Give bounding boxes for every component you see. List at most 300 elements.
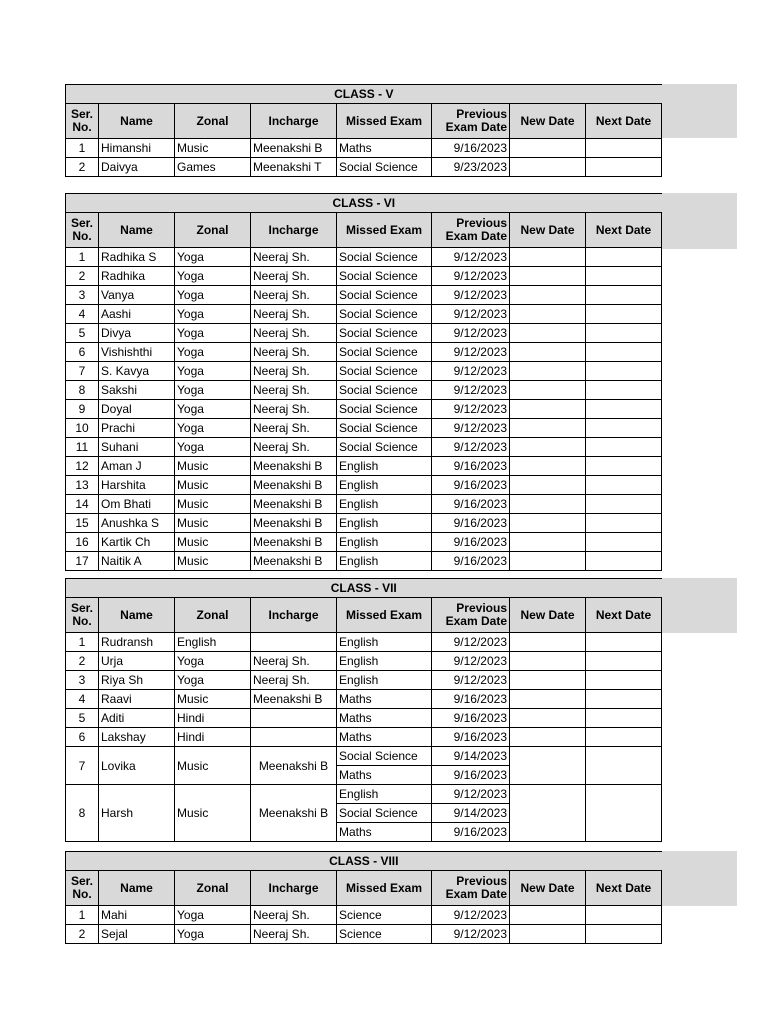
next-date-cell — [586, 552, 662, 571]
next-date-cell — [586, 690, 662, 709]
missed-exam-cell: Social Science — [337, 248, 432, 267]
new-date-cell — [510, 785, 586, 842]
ser-cell: 6 — [66, 343, 99, 362]
col-header-incharge: Incharge — [251, 871, 337, 906]
name-cell: Daivya — [99, 158, 175, 177]
missed-exam-cell: Maths — [337, 823, 432, 842]
name-cell: Sejal — [99, 925, 175, 944]
name-cell: Radhika — [99, 267, 175, 286]
name-cell: Prachi — [99, 419, 175, 438]
table-row — [66, 457, 662, 476]
col-header-incharge: Incharge — [251, 598, 337, 633]
col-header-next-date: Next Date — [586, 598, 662, 633]
next-date-cell — [586, 671, 662, 690]
new-date-cell — [510, 343, 586, 362]
new-date-cell — [510, 139, 586, 158]
zonal-cell: Music — [175, 139, 251, 158]
ser-cell: 3 — [66, 671, 99, 690]
next-date-cell — [586, 139, 662, 158]
incharge-cell: Meenakshi B — [251, 457, 337, 476]
missed-exam-cell: English — [337, 476, 432, 495]
table-title-row — [66, 579, 662, 598]
zonal-cell: Yoga — [175, 324, 251, 343]
previous-date-cell: 9/23/2023 — [432, 158, 510, 177]
table-row — [66, 652, 662, 671]
incharge-cell: Neeraj Sh. — [251, 419, 337, 438]
class-vi-table — [65, 193, 662, 571]
previous-date-cell: 9/12/2023 — [432, 652, 510, 671]
col-header-previous-exam-date: Previous Exam Date — [432, 598, 510, 633]
column-header-row — [66, 871, 662, 906]
new-date-cell — [510, 267, 586, 286]
next-date-cell — [586, 533, 662, 552]
ser-cell: 5 — [66, 709, 99, 728]
ser-cell: 12 — [66, 457, 99, 476]
next-date-cell — [586, 633, 662, 652]
incharge-cell — [251, 633, 337, 652]
missed-exam-cell: Maths — [337, 690, 432, 709]
col-header-previous-exam-date: Previous Exam Date — [432, 871, 510, 906]
ser-cell: 17 — [66, 552, 99, 571]
incharge-cell: Meenakshi B — [251, 747, 337, 785]
name-cell: Om Bhati — [99, 495, 175, 514]
zonal-cell: Yoga — [175, 400, 251, 419]
table-title-row — [66, 194, 662, 213]
incharge-cell: Neeraj Sh. — [251, 925, 337, 944]
previous-date-cell: 9/12/2023 — [432, 362, 510, 381]
name-cell: Raavi — [99, 690, 175, 709]
next-date-cell — [586, 906, 662, 925]
incharge-cell: Meenakshi T — [251, 158, 337, 177]
new-date-cell — [510, 381, 586, 400]
incharge-cell: Neeraj Sh. — [251, 671, 337, 690]
zonal-cell: Yoga — [175, 343, 251, 362]
incharge-cell: Neeraj Sh. — [251, 381, 337, 400]
incharge-cell — [251, 728, 337, 747]
incharge-cell: Meenakshi B — [251, 514, 337, 533]
incharge-cell: Meenakshi B — [251, 690, 337, 709]
table-row — [66, 362, 662, 381]
next-date-cell — [586, 362, 662, 381]
zonal-cell: Music — [175, 495, 251, 514]
missed-exam-cell: Social Science — [337, 747, 432, 766]
previous-date-cell: 9/12/2023 — [432, 785, 510, 804]
ser-cell: 15 — [66, 514, 99, 533]
header-extension — [661, 84, 737, 138]
table-row — [66, 671, 662, 690]
col-header-ser: Ser. No. — [66, 598, 99, 633]
previous-date-cell: 9/16/2023 — [432, 457, 510, 476]
previous-date-cell: 9/12/2023 — [432, 286, 510, 305]
col-header-name: Name — [99, 213, 175, 248]
name-cell: Lakshay — [99, 728, 175, 747]
new-date-cell — [510, 305, 586, 324]
zonal-cell: Music — [175, 785, 251, 842]
name-cell: Sakshi — [99, 381, 175, 400]
table-row — [66, 438, 662, 457]
col-header-missed-exam: Missed Exam — [337, 213, 432, 248]
class-viii-section — [65, 851, 662, 944]
incharge-cell: Neeraj Sh. — [251, 305, 337, 324]
incharge-cell: Neeraj Sh. — [251, 286, 337, 305]
zonal-cell: Yoga — [175, 438, 251, 457]
missed-exam-cell: English — [337, 633, 432, 652]
table-title-row — [66, 85, 662, 104]
name-cell: Urja — [99, 652, 175, 671]
ser-cell: 10 — [66, 419, 99, 438]
col-header-name: Name — [99, 598, 175, 633]
col-header-name: Name — [99, 871, 175, 906]
table-row — [66, 906, 662, 925]
zonal-cell: Yoga — [175, 906, 251, 925]
table-row — [66, 286, 662, 305]
col-header-next-date: Next Date — [586, 871, 662, 906]
name-cell: Himanshi — [99, 139, 175, 158]
col-header-new-date: New Date — [510, 104, 586, 139]
incharge-cell: Meenakshi B — [251, 476, 337, 495]
next-date-cell — [586, 419, 662, 438]
next-date-cell — [586, 709, 662, 728]
name-cell: Harsh — [99, 785, 175, 842]
table-row — [66, 533, 662, 552]
class-vi-section — [65, 193, 662, 571]
column-header-row — [66, 104, 662, 139]
incharge-cell: Neeraj Sh. — [251, 248, 337, 267]
next-date-cell — [586, 747, 662, 785]
next-date-cell — [586, 514, 662, 533]
zonal-cell: Hindi — [175, 728, 251, 747]
previous-date-cell: 9/16/2023 — [432, 476, 510, 495]
ser-cell: 5 — [66, 324, 99, 343]
next-date-cell — [586, 476, 662, 495]
table-row — [66, 552, 662, 571]
zonal-cell: Music — [175, 514, 251, 533]
previous-date-cell: 9/16/2023 — [432, 766, 510, 785]
incharge-cell: Meenakshi B — [251, 785, 337, 842]
name-cell: Aman J — [99, 457, 175, 476]
missed-exam-cell: Social Science — [337, 267, 432, 286]
zonal-cell: Yoga — [175, 286, 251, 305]
ser-cell: 16 — [66, 533, 99, 552]
previous-date-cell: 9/12/2023 — [432, 381, 510, 400]
missed-exam-cell: Social Science — [337, 381, 432, 400]
missed-exam-cell: Maths — [337, 728, 432, 747]
previous-date-cell: 9/12/2023 — [432, 438, 510, 457]
missed-exam-cell: English — [337, 533, 432, 552]
name-cell: Doyal — [99, 400, 175, 419]
new-date-cell — [510, 495, 586, 514]
missed-exam-cell: Science — [337, 925, 432, 944]
next-date-cell — [586, 457, 662, 476]
previous-date-cell: 9/16/2023 — [432, 533, 510, 552]
new-date-cell — [510, 671, 586, 690]
table-row — [66, 495, 662, 514]
missed-exam-cell: English — [337, 671, 432, 690]
new-date-cell — [510, 286, 586, 305]
col-header-missed-exam: Missed Exam — [337, 871, 432, 906]
col-header-zonal: Zonal — [175, 871, 251, 906]
table-row — [66, 419, 662, 438]
class-viii-table — [65, 851, 662, 944]
col-header-new-date: New Date — [510, 598, 586, 633]
previous-date-cell: 9/16/2023 — [432, 709, 510, 728]
next-date-cell — [586, 343, 662, 362]
next-date-cell — [586, 925, 662, 944]
col-header-previous-exam-date: Previous Exam Date — [432, 213, 510, 248]
next-date-cell — [586, 652, 662, 671]
ser-cell: 7 — [66, 362, 99, 381]
previous-date-cell: 9/12/2023 — [432, 400, 510, 419]
incharge-cell: Neeraj Sh. — [251, 343, 337, 362]
previous-date-cell: 9/16/2023 — [432, 514, 510, 533]
table-row — [66, 158, 662, 177]
class-title: CLASS - VII — [66, 579, 662, 598]
class-vii-section — [65, 578, 662, 842]
table-row — [66, 267, 662, 286]
ser-cell: 4 — [66, 305, 99, 324]
missed-exam-cell: English — [337, 785, 432, 804]
name-cell: Radhika S — [99, 248, 175, 267]
next-date-cell — [586, 381, 662, 400]
table-row — [66, 728, 662, 747]
table-title-row — [66, 852, 662, 871]
ser-cell: 6 — [66, 728, 99, 747]
class-title: CLASS - V — [66, 85, 662, 104]
name-cell: Rudransh — [99, 633, 175, 652]
ser-cell: 1 — [66, 633, 99, 652]
incharge-cell: Neeraj Sh. — [251, 438, 337, 457]
new-date-cell — [510, 925, 586, 944]
ser-cell: 14 — [66, 495, 99, 514]
ser-cell: 2 — [66, 158, 99, 177]
column-header-row — [66, 598, 662, 633]
ser-cell: 1 — [66, 248, 99, 267]
ser-cell: 13 — [66, 476, 99, 495]
col-header-incharge: Incharge — [251, 104, 337, 139]
name-cell: Aashi — [99, 305, 175, 324]
new-date-cell — [510, 457, 586, 476]
name-cell: Harshita — [99, 476, 175, 495]
zonal-cell: Music — [175, 457, 251, 476]
previous-date-cell: 9/12/2023 — [432, 419, 510, 438]
incharge-cell: Meenakshi B — [251, 533, 337, 552]
previous-date-cell: 9/16/2023 — [432, 690, 510, 709]
next-date-cell — [586, 158, 662, 177]
zonal-cell: Music — [175, 533, 251, 552]
table-row — [66, 305, 662, 324]
zonal-cell: Yoga — [175, 652, 251, 671]
col-header-previous-exam-date: Previous Exam Date — [432, 104, 510, 139]
col-header-incharge: Incharge — [251, 213, 337, 248]
incharge-cell — [251, 709, 337, 728]
col-header-missed-exam: Missed Exam — [337, 104, 432, 139]
table-row — [66, 514, 662, 533]
incharge-cell: Neeraj Sh. — [251, 652, 337, 671]
col-header-name: Name — [99, 104, 175, 139]
name-cell: Suhani — [99, 438, 175, 457]
missed-exam-cell: Maths — [337, 709, 432, 728]
table-row — [66, 690, 662, 709]
table-row — [66, 139, 662, 158]
zonal-cell: Yoga — [175, 381, 251, 400]
class-v-section — [65, 84, 662, 177]
zonal-cell: English — [175, 633, 251, 652]
new-date-cell — [510, 438, 586, 457]
new-date-cell — [510, 324, 586, 343]
zonal-cell: Yoga — [175, 362, 251, 381]
zonal-cell: Music — [175, 476, 251, 495]
ser-cell: 8 — [66, 785, 99, 842]
previous-date-cell: 9/12/2023 — [432, 633, 510, 652]
incharge-cell: Neeraj Sh. — [251, 362, 337, 381]
previous-date-cell: 9/12/2023 — [432, 925, 510, 944]
table-row — [66, 747, 662, 766]
col-header-zonal: Zonal — [175, 104, 251, 139]
previous-date-cell: 9/16/2023 — [432, 139, 510, 158]
previous-date-cell: 9/16/2023 — [432, 552, 510, 571]
zonal-cell: Music — [175, 552, 251, 571]
name-cell: Naitik A — [99, 552, 175, 571]
previous-date-cell: 9/12/2023 — [432, 671, 510, 690]
previous-date-cell: 9/16/2023 — [432, 495, 510, 514]
header-extension — [661, 578, 737, 633]
missed-exam-cell: English — [337, 495, 432, 514]
zonal-cell: Yoga — [175, 305, 251, 324]
zonal-cell: Music — [175, 690, 251, 709]
incharge-cell: Neeraj Sh. — [251, 324, 337, 343]
next-date-cell — [586, 248, 662, 267]
table-row — [66, 248, 662, 267]
col-header-ser: Ser. No. — [66, 104, 99, 139]
zonal-cell: Music — [175, 747, 251, 785]
table-row — [66, 400, 662, 419]
missed-exam-cell: Social Science — [337, 804, 432, 823]
incharge-cell: Meenakshi B — [251, 552, 337, 571]
previous-date-cell: 9/12/2023 — [432, 267, 510, 286]
incharge-cell: Neeraj Sh. — [251, 906, 337, 925]
missed-exam-cell: Social Science — [337, 305, 432, 324]
next-date-cell — [586, 728, 662, 747]
table-row — [66, 324, 662, 343]
name-cell: Kartik Ch — [99, 533, 175, 552]
name-cell: Lovika — [99, 747, 175, 785]
name-cell: Vanya — [99, 286, 175, 305]
next-date-cell — [586, 267, 662, 286]
previous-date-cell: 9/12/2023 — [432, 324, 510, 343]
new-date-cell — [510, 248, 586, 267]
next-date-cell — [586, 438, 662, 457]
missed-exam-cell: English — [337, 552, 432, 571]
new-date-cell — [510, 533, 586, 552]
ser-cell: 1 — [66, 906, 99, 925]
table-row — [66, 925, 662, 944]
col-header-missed-exam: Missed Exam — [337, 598, 432, 633]
previous-date-cell: 9/12/2023 — [432, 248, 510, 267]
missed-exam-cell: English — [337, 652, 432, 671]
col-header-zonal: Zonal — [175, 598, 251, 633]
zonal-cell: Yoga — [175, 925, 251, 944]
next-date-cell — [586, 305, 662, 324]
ser-cell: 7 — [66, 747, 99, 785]
table-row — [66, 785, 662, 804]
missed-exam-cell: English — [337, 514, 432, 533]
new-date-cell — [510, 552, 586, 571]
new-date-cell — [510, 652, 586, 671]
missed-exam-cell: Social Science — [337, 362, 432, 381]
new-date-cell — [510, 747, 586, 785]
incharge-cell: Neeraj Sh. — [251, 400, 337, 419]
missed-exam-cell: Maths — [337, 139, 432, 158]
new-date-cell — [510, 400, 586, 419]
col-header-zonal: Zonal — [175, 213, 251, 248]
new-date-cell — [510, 690, 586, 709]
class-v-table — [65, 84, 662, 177]
incharge-cell: Meenakshi B — [251, 139, 337, 158]
new-date-cell — [510, 158, 586, 177]
new-date-cell — [510, 514, 586, 533]
missed-exam-cell: Social Science — [337, 400, 432, 419]
name-cell: S. Kavya — [99, 362, 175, 381]
previous-date-cell: 9/14/2023 — [432, 747, 510, 766]
ser-cell: 2 — [66, 267, 99, 286]
previous-date-cell: 9/16/2023 — [432, 823, 510, 842]
class-title: CLASS - VI — [66, 194, 662, 213]
previous-date-cell: 9/12/2023 — [432, 305, 510, 324]
new-date-cell — [510, 728, 586, 747]
missed-exam-cell: Science — [337, 906, 432, 925]
ser-cell: 9 — [66, 400, 99, 419]
new-date-cell — [510, 633, 586, 652]
col-header-new-date: New Date — [510, 213, 586, 248]
ser-cell: 2 — [66, 925, 99, 944]
zonal-cell: Games — [175, 158, 251, 177]
new-date-cell — [510, 476, 586, 495]
next-date-cell — [586, 785, 662, 842]
col-header-next-date: Next Date — [586, 213, 662, 248]
incharge-cell: Neeraj Sh. — [251, 267, 337, 286]
new-date-cell — [510, 906, 586, 925]
new-date-cell — [510, 419, 586, 438]
ser-cell: 1 — [66, 139, 99, 158]
new-date-cell — [510, 709, 586, 728]
zonal-cell: Yoga — [175, 248, 251, 267]
next-date-cell — [586, 495, 662, 514]
ser-cell: 11 — [66, 438, 99, 457]
missed-exam-cell: Social Science — [337, 286, 432, 305]
ser-cell: 2 — [66, 652, 99, 671]
col-header-next-date: Next Date — [586, 104, 662, 139]
missed-exam-cell: Social Science — [337, 343, 432, 362]
incharge-cell: Meenakshi B — [251, 495, 337, 514]
name-cell: Riya Sh — [99, 671, 175, 690]
header-extension — [661, 193, 737, 249]
missed-exam-cell: Maths — [337, 766, 432, 785]
table-row — [66, 709, 662, 728]
col-header-new-date: New Date — [510, 871, 586, 906]
name-cell: Anushka S — [99, 514, 175, 533]
previous-date-cell: 9/14/2023 — [432, 804, 510, 823]
header-extension — [661, 851, 737, 906]
ser-cell: 3 — [66, 286, 99, 305]
previous-date-cell: 9/12/2023 — [432, 906, 510, 925]
next-date-cell — [586, 400, 662, 419]
name-cell: Aditi — [99, 709, 175, 728]
new-date-cell — [510, 362, 586, 381]
table-row — [66, 633, 662, 652]
missed-exam-cell: Social Science — [337, 438, 432, 457]
name-cell: Mahi — [99, 906, 175, 925]
table-row — [66, 343, 662, 362]
